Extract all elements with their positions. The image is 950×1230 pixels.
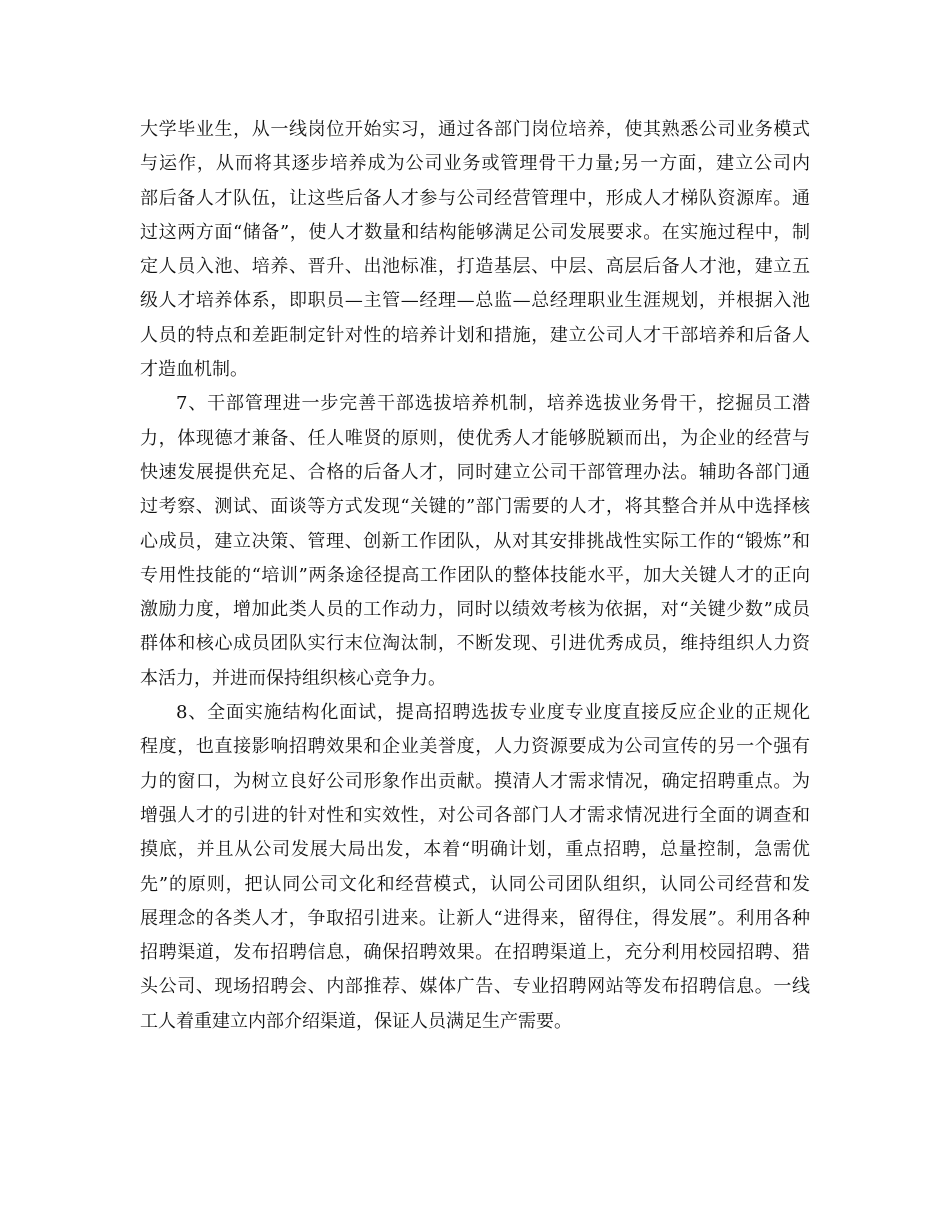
text-line: 展理念的各类人才，争取招引进来。让新人“进得来，留得住，得发展”。利用各种 [140, 907, 810, 929]
text-line: 先”的原则，把认同公司文化和经营模式，认同公司团队组织，认同公司经营和发 [140, 873, 810, 895]
text-line: 激励力度，增加此类人员的工作动力，同时以绩效考核为依据，对“关键少数”成员 [140, 599, 810, 621]
text-line: 摸底，并且从公司发展大局出发，本着“明确计划，重点招聘，总量控制，急需优 [140, 839, 810, 861]
text-line: 过考察、测试、面谈等方式发现“关键的”部门需要的人才，将其整合并从中选择核 [140, 496, 810, 518]
paragraph-continuation [140, 113, 810, 387]
text-line: 本活力，并进而保持组织核心竞争力。 [140, 667, 446, 689]
text-line: 专用性技能的“培训”两条途径提高工作团队的整体技能水平，加大关键人才的正向 [140, 564, 810, 586]
text-line: 群体和核心成员团队实行末位淘汰制，不断发现、引进优秀成员，维持组织人力资 [140, 633, 810, 655]
text-line: 快速发展提供充足、合格的后备人才，同时建立公司干部管理办法。辅助各部门通 [140, 461, 810, 483]
text-line: 级人才培养体系，即职员—主管—经理—总监—总经理职业生涯规划，并根据入池 [140, 290, 810, 312]
text-line: 定人员入池、培养、晋升、出池标准，打造基层、中层、高层后备人才池，建立五 [140, 256, 810, 278]
text-line: 增强人才的引进的针对性和实效性，对公司各部门人才需求情况进行全面的调查和 [140, 804, 810, 826]
text-line: 程度，也直接影响招聘效果和企业美誉度，人力资源要成为公司宣传的另一个强有 [140, 736, 810, 758]
text-line: 7、干部管理进一步完善干部选拔培养机制，培养选拔业务骨干，挖掘员工潜 [176, 393, 810, 415]
text-line: 8、全面实施结构化面试，提高招聘选拔专业度专业度直接反应企业的正规化 [176, 702, 810, 724]
text-line: 大学毕业生，从一线岗位开始实习，通过各部门岗位培养，使其熟悉公司业务模式 [140, 119, 810, 140]
text-line: 力的窗口，为树立良好公司形象作出贡献。摸清人才需求情况，确定招聘重点。为 [140, 770, 810, 792]
text-line: 与运作，从而将其逐步培养成为公司业务或管理骨干力量;另一方面，建立公司内 [140, 153, 810, 175]
text-line: 人员的特点和差距制定针对性的培养计划和措施，建立公司人才干部培养和后备人 [140, 324, 810, 346]
text-line: 部后备人才队伍，让这些后备人才参与公司经营管理中，形成人才梯队资源库。通 [140, 187, 810, 209]
paragraph-item-8 [140, 696, 810, 1039]
text-line: 过这两方面“储备”，使人才数量和结构能够满足公司发展要求。在实施过程中，制 [140, 221, 810, 243]
text-line: 招聘渠道，发布招聘信息，确保招聘效果。在招聘渠道上，充分利用校园招聘、猎 [140, 942, 810, 964]
text-line: 力，体现德才兼备、任人唯贤的原则，使优秀人才能够脱颖而出，为企业的经营与 [140, 427, 810, 449]
text-line: 才造血机制。 [140, 359, 248, 381]
text-line: 心成员，建立决策、管理、创新工作团队，从对其安排挑战性实际工作的“锻炼”和 [140, 530, 810, 552]
text-line: 工人着重建立内部介绍渠道，保证人员满足生产需要。 [140, 1010, 572, 1032]
text-line: 头公司、现场招聘会、内部推荐、媒体广告、专业招聘网站等发布招聘信息。一线 [140, 976, 810, 998]
document-body [140, 113, 810, 1039]
paragraph-item-7 [140, 387, 810, 696]
